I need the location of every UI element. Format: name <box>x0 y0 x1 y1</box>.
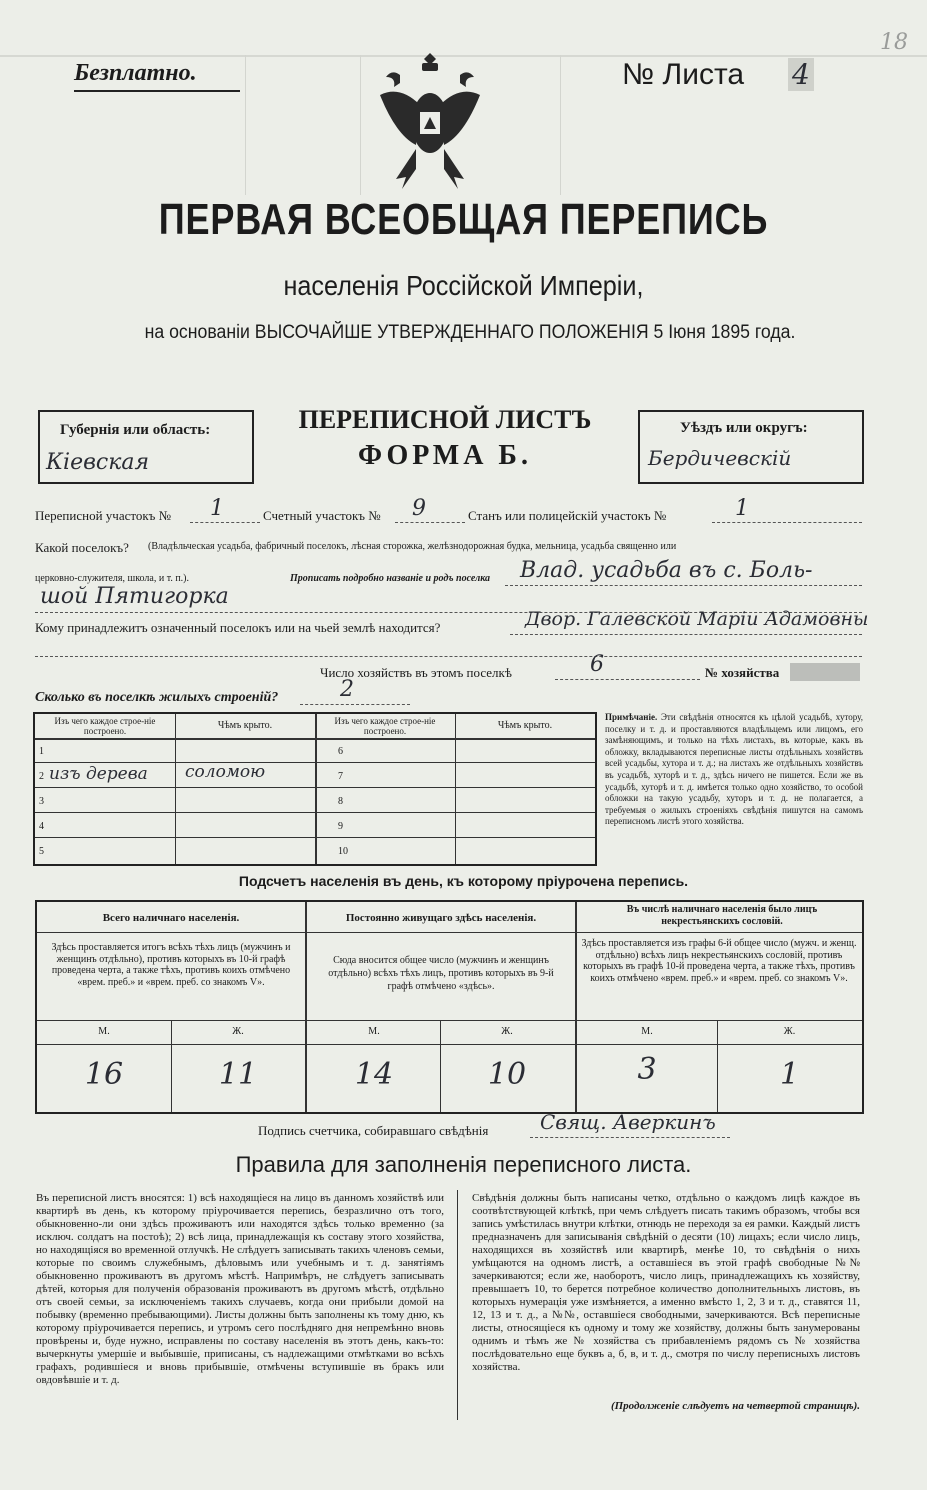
signature-line <box>530 1137 730 1138</box>
count-district-label: Счетный участокъ № <box>263 508 381 523</box>
rules-continued: (Продолженіе слѣдуетъ на четвертой страницѣ). <box>610 1400 860 1412</box>
col3-male-count: 3 <box>637 1052 657 1087</box>
row-number: 2 <box>39 771 44 782</box>
gubernia-box <box>38 410 254 484</box>
population-table <box>35 900 864 1114</box>
rules-left: Въ переписной листъ вносятся: 1) всѣ находящіеся на лицо въ данномъ хозяйствѣ или квартирѣ въ день, къ которому пріурочивается перепись, безразлично отъ того, обыкновенно-ли они здѣсь проживаютъ или находятся здѣсь только временно (за исключ. солдатъ на постоѣ); 2) всѣ лица, принадлежащія къ составу этого хозяйства, но находящіяся во временной отлучкѣ. Не слѣдуетъ записывать такихъ членовъ семьи, которые по своимъ служебнымъ, дѣловымъ или учебнымъ и т. д. занятіямъ обыкновенно проживаютъ въ другомъ мѣстѣ. Напримѣръ, не слѣдуетъ записывать дѣтей, которыя для полученія образованія проживаютъ въ другомъ мѣстѣ, отдѣльно отъ своей семьи, за исключеніемъ такихъ случаевъ, когда они прибыли домой на побывку (временно пребывающими). Листы должны быть заполнены къ тому дню, къ которому пріурочивается перепись, и утромъ сего послѣдняго дня непремѣнно вновь провѣрены и, буде нужно, исправлены по составу населенія въ этотъ день, какъ-то: вычеркнуты умершіе и выбывшіе, приписаны, съ надлежащими отмѣтками во всѣхъ графахъ, родившіеся и вновь прибывшіе, отмѣчены вступившіе въ бракъ или овдовѣвшіе и т. д. <box>36 1192 444 1386</box>
col-roof-left: Чѣмъ крыто. <box>217 720 273 731</box>
census-district-line <box>190 522 260 523</box>
row-number: 6 <box>338 746 343 757</box>
uezd-box <box>638 410 864 484</box>
settlement-value-1: Влад. усадьба въ с. Боль- <box>520 558 813 583</box>
zh-label: Ж. <box>501 1026 513 1037</box>
uezd-value: Бердичевскій <box>648 446 792 470</box>
gubernia-value: Кіевская <box>46 450 150 475</box>
stan-label: Станъ или полицейскій участокъ № <box>468 508 667 523</box>
zh-label: Ж. <box>783 1026 796 1037</box>
settlement-instruction: Прописать подробно названіе и родъ поселка <box>290 573 491 584</box>
row-number: 3 <box>39 796 44 807</box>
count-district-line <box>395 522 465 523</box>
buildings-table <box>33 712 597 866</box>
col3-female-count: 1 <box>779 1057 800 1092</box>
col3-title: Въ числѣ наличнаго населенія было лицъ некрестьянскихъ сословій. <box>626 904 818 927</box>
households-label: Число хозяйствъ въ этомъ поселкѣ <box>320 665 512 680</box>
bleed-line <box>245 55 246 195</box>
row-number: 7 <box>338 771 343 782</box>
table-header-rule <box>35 738 595 740</box>
settlement-hint: (Владѣльческая усадьба, фабричный поселокъ, лѣсная сторожка, желѣзнодорожная будка, мельница, усадьба священно или <box>148 541 677 552</box>
row-rule <box>35 837 595 838</box>
buildings-line <box>300 704 410 705</box>
row-number: 10 <box>338 846 348 857</box>
col1-female-count: 11 <box>218 1057 258 1092</box>
col2-title: Постоянно живущаго здѣсь населенія. <box>345 912 537 924</box>
row-number: 1 <box>39 746 44 757</box>
col1-male-count: 16 <box>84 1057 124 1092</box>
buildings-value: 2 <box>340 677 354 702</box>
legal-basis: на основаніи ВЫСОЧАЙШЕ УТВЕРЖДЕННАГО ПОЛОЖЕНІЯ 5 Іюня 1895 года. <box>144 322 796 343</box>
uezd-label: Уѣздъ или округъ: <box>680 420 808 436</box>
count-district-value: 9 <box>412 496 426 521</box>
stan-line <box>712 522 862 523</box>
row-2-material: изъ дерева <box>49 764 148 784</box>
m-label: М. <box>98 1026 110 1037</box>
households-value: 6 <box>590 652 604 677</box>
m-label: М. <box>641 1026 653 1037</box>
bleed-line <box>560 55 561 195</box>
row-number: 4 <box>39 821 44 832</box>
household-number-label: № хозяйства <box>705 665 780 680</box>
col2-male-count: 14 <box>354 1057 394 1092</box>
census-district-value: 1 <box>210 496 224 521</box>
signature-label: Подпись счетчика, собиравшаго свѣдѣнія <box>258 1123 489 1138</box>
table-divider <box>175 714 176 864</box>
corner-page-mark: 18 <box>880 30 908 55</box>
col-material-right: Изъ чего каждое строе-ніе построено. <box>334 716 436 736</box>
col-material-left: Изъ чего каждое строе-ніе построено. <box>54 716 156 736</box>
zh-label: Ж. <box>232 1026 244 1037</box>
census-district-label: Переписной участокъ № <box>35 508 172 523</box>
m-label: М. <box>368 1026 380 1037</box>
free-label: Безплатно. <box>74 60 197 86</box>
main-title: ПЕРВАЯ ВСЕОБЩАЯ ПЕРЕПИСЬ <box>158 195 769 244</box>
bleed-line <box>360 55 361 195</box>
gubernia-label: Губернія или область: <box>60 422 211 438</box>
buildings-label: Сколько въ поселкѣ жилыхъ строеній? <box>35 690 279 705</box>
settlement-line-1 <box>505 585 862 586</box>
settlement-label: Какой поселокъ? <box>35 540 129 555</box>
row-number: 8 <box>338 796 343 807</box>
values-rule <box>37 1044 862 1045</box>
buildings-note <box>605 712 863 828</box>
row-rule <box>35 762 595 763</box>
owner-label: Кому принадлежитъ означенный поселокъ или на чьей землѣ находится? <box>35 620 441 635</box>
rules-heading: Правила для заполненія переписного листа. <box>235 1152 692 1177</box>
note-title: Примѣчаніе. <box>605 712 658 722</box>
households-line <box>555 679 700 680</box>
row-number: 5 <box>39 846 44 857</box>
col1-text: Здѣсь проставляется итогъ всѣхъ тѣхъ лицъ (мужчинъ и женщинъ отдѣльно), противъ которыхъ въ 10-й графѣ проведена черта, а также тѣхъ, противъ коихъ отмѣчено «врем. преб.» и «врем. преб. со знакомъ V». <box>51 942 291 988</box>
col-roof-right: Чѣмъ крыто. <box>497 720 553 731</box>
form-name: ФОРМА Б. <box>358 440 532 471</box>
note-text: Эти свѣдѣнія относятся къ цѣлой усадьбѣ, хутору, поселку и т. д. и проставляются владѣльцемъ или лицомъ, его замѣняющимъ, и только на тѣхъ листахъ, въ которые, какъ въ обложку, вкладываются переписные листы отдѣльныхъ хозяйствъ всей усадьбы, хутора и т. д.; на листахъ же отдѣльныхъ хозяйствъ въ усадьбѣ, хуторѣ и т. д., здѣсь ничего не пишется. Если же въ усадьбѣ, хуторѣ и т. д. имѣется только одно хозяйство, то особой обложки на такую усадьбу, хуторъ и т. д. не полагается, а требуемыя о жилыхъ строеніяхъ свѣдѣнія пишутся на самомъ переписномъ листѣ этого хозяйства. <box>605 712 863 827</box>
col1-title: Всего наличнаго населенія. <box>102 912 240 924</box>
row-2-roof: соломою <box>185 762 266 782</box>
sheet-number-label: № Листа <box>622 58 745 91</box>
settlement-hint-2: церковно-служителя, школа, и т. п.). <box>35 573 189 584</box>
row-rule <box>35 787 595 788</box>
owner-value: Двор. Галевской Маріи Адамовны <box>525 608 869 630</box>
row-number: 9 <box>338 821 343 832</box>
col2-text: Сюда вносится общее число (мужчинъ и женщинъ отдѣльно) всѣхъ тѣхъ лицъ, противъ которыхъ въ 9-й графѣ отмѣчено «здѣсь». <box>328 955 554 992</box>
signature-value: Свящ. Аверкинъ <box>540 1110 716 1134</box>
population-heading: Подсчетъ населенія въ день, къ которому пріурочена перепись. <box>238 873 689 889</box>
col3-text: Здѣсь проставляется изъ графы 6-й общее число (мужч. и женщ. отдѣльно) всѣхъ лицъ некрестьянскихъ сословій, противъ которыхъ въ графѣ 10-й проведена черта, а также тѣхъ, противъ коихъ отмѣчено «врем. преб.» и «врем. преб. со знакомъ V». <box>581 938 857 984</box>
rules-divider <box>457 1190 458 1420</box>
sheet-number-value: 4 <box>788 58 814 91</box>
stan-value: 1 <box>735 496 749 521</box>
rules-right: Свѣдѣнія должны быть написаны четко, отдѣльно о каждомъ лицѣ каждое въ соотвѣтствующей клѣткѣ, при чемъ слѣдуетъ писать такимъ образомъ, чтобы вся запись умѣстилась внутри клѣтки, отнюдь не переходя за ея рамки. Каждый листъ предназначенъ для записыванія свѣдѣній о десяти (10) лицахъ; если число лицъ, находящихся въ хозяйствѣ или квартирѣ, менѣе 10, то свѣдѣнія о нихъ умѣщаются на одномъ листѣ, а оставшіеся въ этой графѣ свободные №№ зачеркиваются; если же, наоборотъ, число лицъ, принадлежащихъ къ хозяйству, превышаетъ 10, то берется потребное количество дополнительныхъ листовъ, въ которыхъ нумерація уже измѣняется, а именно вмѣсто 1, 2, 3 и т. д., ставятся 11, 12, 13 и т. д., а №№, оставшіеся свободными, зачеркиваются. Всѣ переписные листы, относящіеся къ одному и тому же хозяйству, должны быть занумерованы однимъ и тѣмъ же № хозяйства съ прибавленіемъ рядомъ съ № хозяйства послѣдовательно еще буквъ а, б, в, и т. д., смотря по числу переписныхъ листовъ хозяйства. <box>472 1192 860 1373</box>
free-label-underline <box>74 90 240 92</box>
header-rule <box>37 932 862 933</box>
subtitle: населенія Россійской Имперіи, <box>283 270 644 301</box>
household-number-redacted <box>790 663 860 681</box>
table-divider <box>315 714 317 864</box>
sheet-title: ПЕРЕПИСНОЙ ЛИСТЪ <box>298 405 592 434</box>
settlement-value-2: шой Пятигорка <box>40 584 229 609</box>
row-rule <box>35 812 595 813</box>
imperial-eagle-icon <box>370 45 490 195</box>
col2-female-count: 10 <box>487 1057 527 1092</box>
owner-line <box>510 634 862 635</box>
table-divider <box>455 714 456 864</box>
owner-line-2 <box>35 656 862 657</box>
mz-rule <box>37 1020 862 1021</box>
